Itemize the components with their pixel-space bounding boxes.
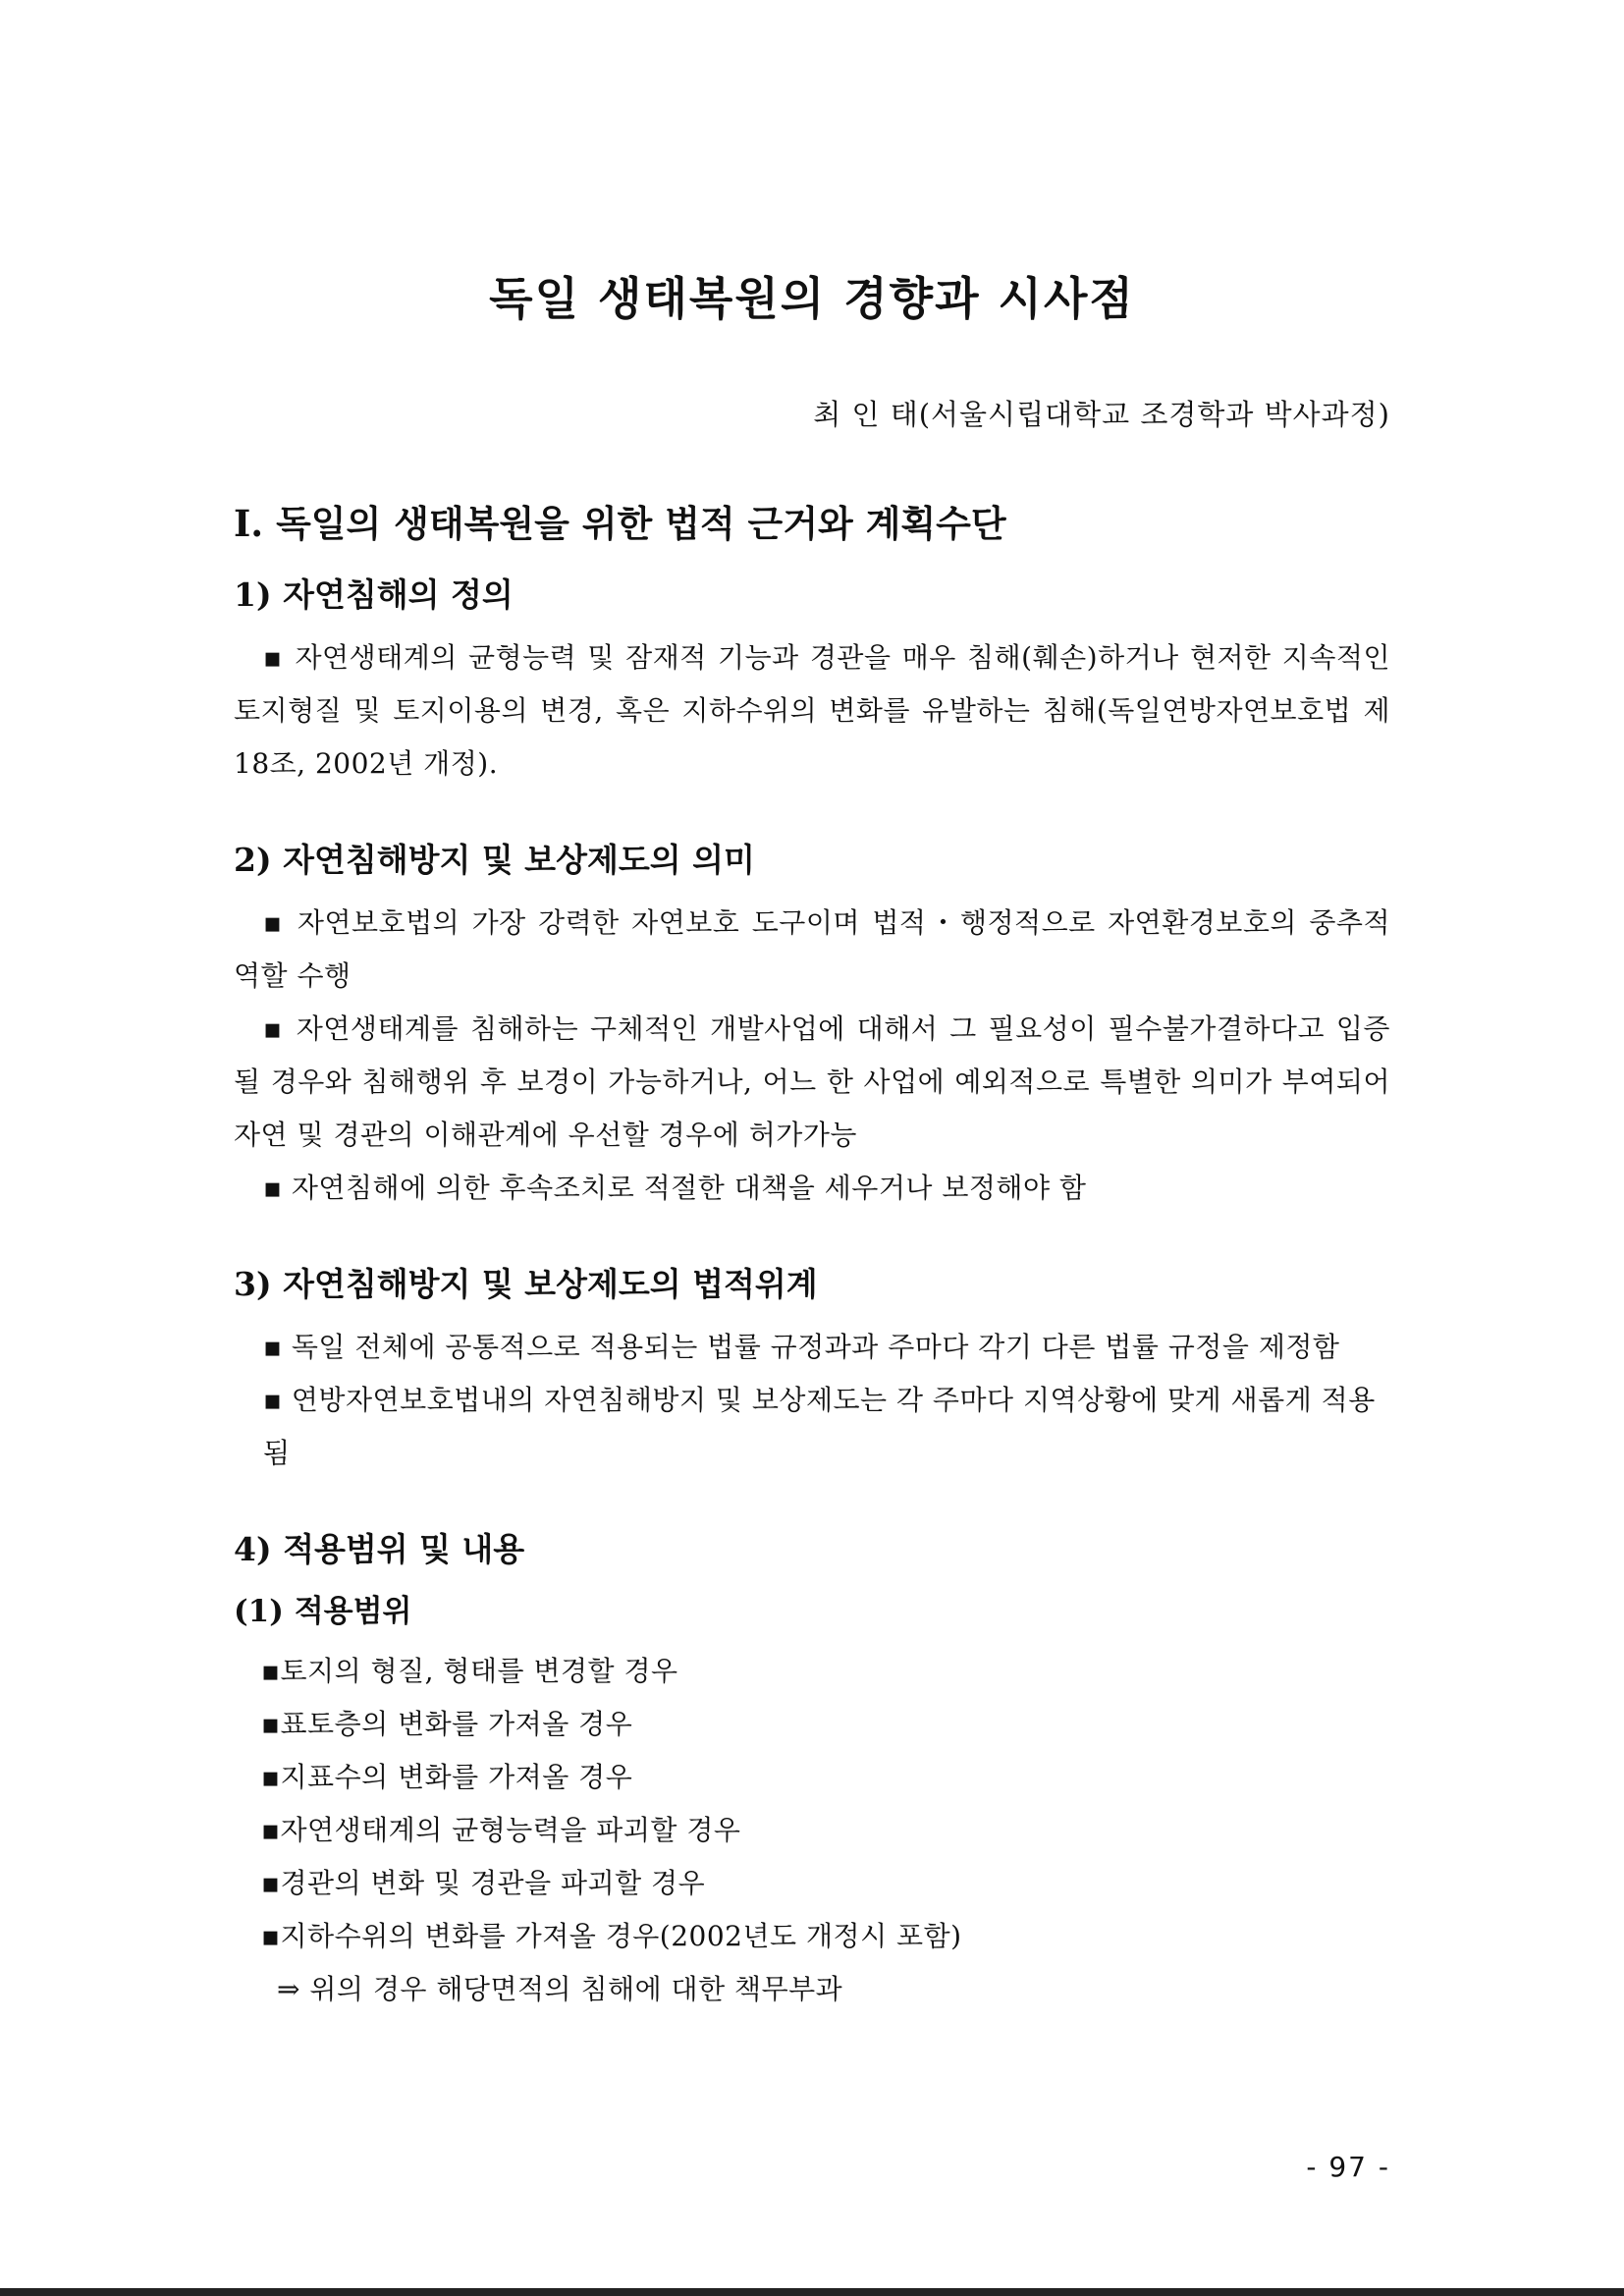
- paragraph-definition: ▪ 자연생태계의 균형능력 및 잠재적 기능과 경관을 매우 침해(훼손)하거나 현저한 지속적인 토지형질 및 토지이용의 변경, 혹은 지하수위의 변화를 유발하는 침해(독일연방자연보호법 제 18조, 2002년 개정).: [234, 641, 1390, 780]
- paragraph-meaning-1: ▪ 자연보호법의 가장 강력한 자연보호 도구이며 법적・행정적으로 자연환경보호의 중추적 역할 수행: [234, 906, 1390, 992]
- list-item: ▪표토층의 변화를 가져올 경우: [261, 1708, 633, 1740]
- document-title: 독일 생태복원의 경향과 시사점: [489, 272, 1135, 325]
- scope-list: [234, 1645, 1390, 1963]
- subsubsection-heading: (1) 적용범위: [234, 1594, 412, 1629]
- list-item: ▪지표수의 변화를 가져올 경우: [261, 1761, 633, 1793]
- subsection-heading-1: 1) 자연침해의 정의: [234, 575, 514, 614]
- result-line: ⇒ 위의 경우 해당면적의 침해에 대한 책무부과: [277, 1973, 843, 2005]
- paragraph-meaning-2: ▪ 자연생태계를 침해하는 구체적인 개발사업에 대해서 그 필요성이 필수불가결하다고 입증될 경우와 침해행위 후 보경이 가능하거나, 어느 한 사업에 예외적으로 특별한 의미가 부여되어 자연 및 경관의 이해관계에 우선할 경우에 허가가능: [234, 1012, 1390, 1151]
- list-item: ▪자연생태계의 균형능력을 파괴할 경우: [261, 1814, 741, 1846]
- paragraph-hierarchy-2: ▪ 연방자연보호법내의 자연침해방지 및 보상제도는 각 주마다 지역상황에 맞게 새롭게 적용됨: [263, 1384, 1376, 1469]
- section-heading-1: I. 독일의 생태복원을 위한 법적 근거와 계획수단: [234, 502, 1006, 545]
- list-item: ▪토지의 형질, 형태를 변경할 경우: [261, 1655, 678, 1687]
- paragraph-meaning-3: ▪ 자연침해에 의한 후속조치로 적절한 대책을 세우거나 보정해야 함: [263, 1172, 1087, 1204]
- page-number: - 97 -: [1306, 2151, 1390, 2183]
- spacer: [234, 1480, 1390, 1523]
- list-item: ▪경관의 변화 및 경관을 파괴할 경우: [261, 1867, 706, 1899]
- spacer: [234, 1215, 1390, 1258]
- subsection-heading-4: 4) 적용범위 및 내용: [234, 1530, 525, 1568]
- list-item: ▪지하수위의 변화를 가져올 경우(2002년도 개정시 포함): [261, 1920, 962, 1952]
- bottom-divider: [0, 2288, 1624, 2296]
- author-line: 최 인 태(서울시립대학교 조경학과 박사과정): [813, 398, 1390, 431]
- subsection-heading-2: 2) 자연침해방지 및 보상제도의 의미: [234, 841, 755, 879]
- document-body: [234, 496, 1390, 2016]
- paragraph-hierarchy-1: ▪ 독일 전체에 공통적으로 적용되는 법률 규정과과 주마다 각기 다른 법률 규정을 제정함: [263, 1331, 1340, 1363]
- subsection-heading-3: 3) 자연침해방지 및 보상제도의 법적위계: [234, 1265, 818, 1303]
- spacer: [234, 791, 1390, 834]
